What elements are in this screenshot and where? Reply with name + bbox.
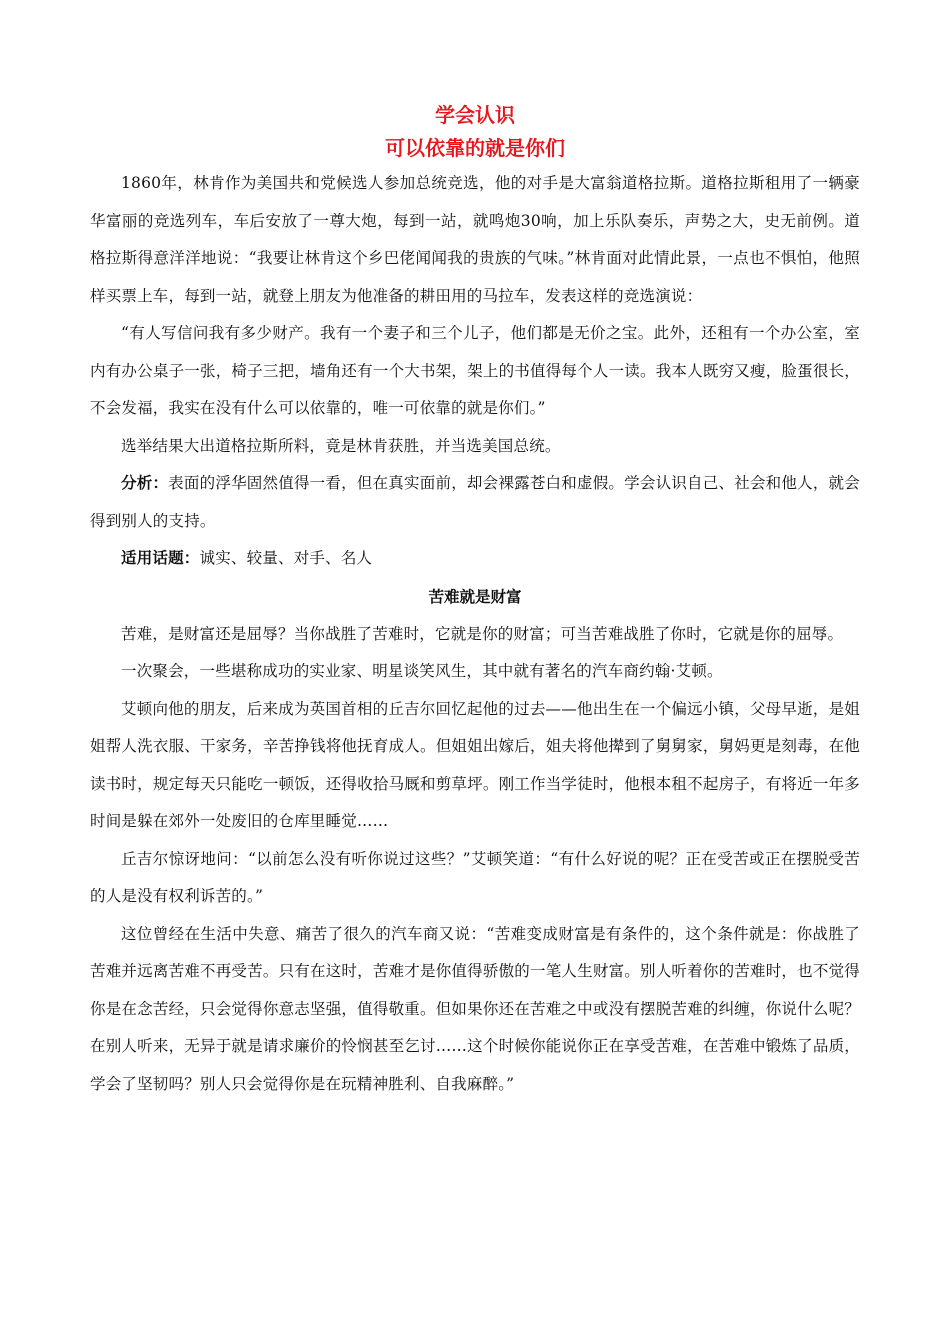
paragraph: 丘吉尔惊讶地问：“以前怎么没有听你说过这些？”艾顿笑道：“有什么好说的呢？正在受苦或正在摆脱受苦的人是没有权利诉苦的。”: [90, 849, 860, 905]
paragraph: 艾顿向他的朋友，后来成为英国首相的丘吉尔回忆起他的过去——他出生在一个偏远小镇，父母早逝，是姐姐帮人洗衣服、干家务，辛苦挣钱将他抚育成人。但姐姐出嫁后，姐夫将他撵到了舅舅家，舅妈更是刻毒，在他读书时，规定每天只能吃一顿饭，还得收拾马厩和剪草坪。刚工作当学徒时，他根本租不起房子，有将近一年多时间是躲在郊外一处废旧的仓库里睡觉……: [90, 699, 860, 830]
paragraph: 苦难，是财富还是屈辱？当你战胜了苦难时，它就是你的财富；可当苦难战胜了你时，它就是你的屈辱。: [121, 624, 844, 643]
analysis-label: 分析：: [121, 474, 169, 492]
analysis-paragraph: [90, 465, 860, 540]
article-title: 学会认识: [435, 103, 515, 127]
analysis-text: 表面的浮华固然值得一看，但在真实面前，却会裸露苍白和虚假。学会认识自己、社会和他人，就会得到别人的支持。: [90, 474, 860, 530]
topics-paragraph: [90, 540, 860, 578]
paragraph: 一次聚会，一些堪称成功的实业家、明星谈笑风生，其中就有著名的汽车商约翰·艾顿。: [121, 662, 723, 680]
topics-label: 适用话题：: [121, 549, 200, 567]
topics-text: 诚实、较量、对手、名人: [199, 549, 373, 567]
paragraph: 1860年，林肯作为美国共和党候选人参加总统竞选，他的对手是大富翁道格拉斯。道格拉斯租用了一辆豪华富丽的竞选列车，车后安放了一尊大炮，每到一站，就鸣炮30响，加上乐队奏乐，声势之大，史无前例。道格拉斯得意洋洋地说：“我要让林肯这个乡巴佬闻闻我的贵族的气味。”林肯面对此情此景，一点也不惧怕，他照样买票上车，每到一站，就登上朋友为他准备的耕田用的马拉车，发表这样的竞选演说：: [90, 174, 860, 305]
paragraph: 这位曾经在生活中失意、痛苦了很久的汽车商又说：“苦难变成财富是有条件的，这个条件就是：你战胜了苦难并远离苦难不再受苦。只有在这时，苦难才是你值得骄傲的一笔人生财富。别人听着你的苦难时，也不觉得你是在念苦经，只会觉得你意志坚强，值得敬重。但如果你还在苦难之中或没有摆脱苦难的纠缠，你说什么呢？在别人听来，无异于就是请求廉价的怜悯甚至乞讨……这个时候你能说你正在享受苦难，在苦难中锻炼了品质，学会了坚韧吗？别人只会觉得你是在玩精神胜利、自我麻醉。”: [90, 924, 860, 1093]
document-page: [90, 92, 860, 1103]
paragraph: “有人写信问我有多少财产。我有一个妻子和三个儿子，他们都是无价之宝。此外，还租有一个办公室，室内有办公桌子一张，椅子三把，墙角还有一个大书架，架上的书值得每个人一读。我本人既穷又瘦，脸蛋很长，不会发福，我实在没有什么可以依靠的，唯一可依靠的就是你们。”: [90, 324, 860, 417]
paragraph: 选举结果大出道格拉斯所料，竟是林肯获胜，并当选美国总统。: [121, 436, 561, 455]
section-title: 苦难就是财富: [428, 587, 522, 606]
article-subtitle: 可以依靠的就是你们: [385, 136, 565, 160]
